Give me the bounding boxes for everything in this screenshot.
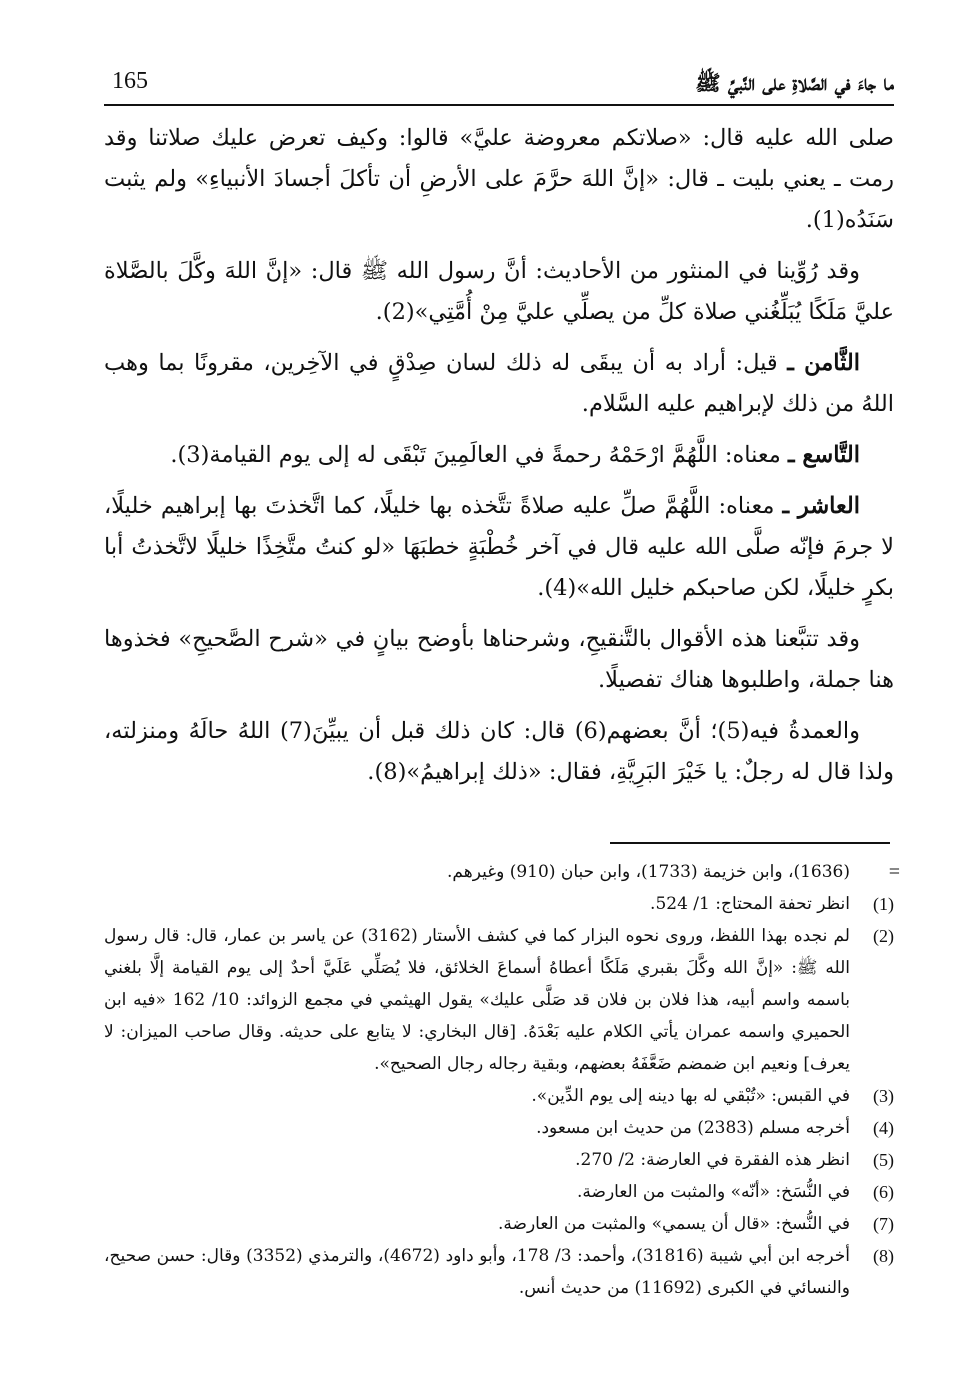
footnote-3 bbox=[104, 1080, 894, 1112]
footnote-6 bbox=[104, 1176, 894, 1208]
paragraph-lead: العاشر ـ bbox=[782, 493, 860, 519]
footnote-5 bbox=[104, 1144, 894, 1176]
footnote-number: (6) bbox=[873, 1182, 894, 1202]
paragraph-lead: التَّاسع ـ bbox=[787, 442, 860, 468]
footnote-number: (5) bbox=[873, 1150, 894, 1170]
paragraph-2: وقد رُوِّينا في المنثور من الأحاديث: أنَّ رسول الله ﷺ قال: «إنَّ اللهَ وكَّلَ بالصَّلاة عليَّ مَلَكًا يُبَلِّغُني صلاة كلِّ من يصلِّي عليَّ مِنْ أُمَّتِي»(2). bbox=[104, 258, 894, 325]
footnote-number: (7) bbox=[873, 1214, 894, 1234]
paragraph-1: صلى الله عليه قال: «صلاتكم معروضة عليَّ» قالوا: وكيف تعرض عليك صلاتنا وقد رمت ـ يعني بليت ـ قال: «إنَّ اللهَ حرَّمَ على الأرضِ أن تأكلَ أجسادَ الأنبياءِ» ولم يثبت سَنَدُه(1). bbox=[104, 125, 894, 233]
page-number: 165 bbox=[112, 68, 148, 94]
footnote-7 bbox=[104, 1208, 894, 1240]
footnote-text: أخرجه ابن أبي شيبة (31816)، وأحمد: 3/ 178، وأبو داود (4672)، والترمذي (3352) وقال: حسن صحيح، والنسائي في الكبرى (11692) من حديث أنس. bbox=[104, 1246, 850, 1298]
header-rule bbox=[104, 104, 894, 106]
footnote-text: انظر هذه الفقرة في العارضة: 2/ 270. bbox=[575, 1150, 850, 1170]
footnote-number: (8) bbox=[873, 1246, 894, 1266]
paragraph-lead: الثَّامن ـ bbox=[787, 350, 860, 376]
running-header bbox=[104, 64, 894, 104]
footnote-2 bbox=[104, 920, 894, 1080]
continuation-mark: = bbox=[888, 861, 900, 883]
footnote-4 bbox=[104, 1112, 894, 1144]
footnote-text: لم نجده بهذا اللفظ، وروى نحوه البزار كما في كشف الأستار (3162) عن ياسر بن عمار، قال: قال رسول الله ﷺ: «إنَّ الله وكَّلَ بقبري مَلَكًا أعطاهُ أسماعَ الخلائق، فلا يُصَلِّي عَلَيَّ أحدٌ إلى يوم القيامة إلَّا بلغني باسمه واسم أبيه، هذا فلان بن فلان قد صَلَّى عليك» يقول الهيثمي في مجمع الزوائد: 10/ 162 «فيه ابن الحميري واسمه عمران يأتي الكلام عليه بَعْدَهُ. [قال البخاري: لا يتابع على حديثه. وقال صاحب الميزان: لا يعرف] ونعيم ابن ضمضم ضَعَّفَهُ بعضهم، وبقية رجاله رجال الصحيح». bbox=[104, 926, 850, 1074]
footnote-number: (1) bbox=[873, 894, 894, 914]
footnote-number: (4) bbox=[873, 1118, 894, 1138]
footnote-text: في القبس: «تُبْقي له بها دينه إلى يوم الدِّين». bbox=[531, 1086, 850, 1106]
paragraph-7: والعمدةُ فيه(5)؛ أنَّ بعضهم(6) قال: كان ذلك قبل أن يبيِّنَ(7) اللهُ حالَهُ ومنزلته، ولذا قال له رجلٌ: يا خَيْرَ البَرِيَّةِ، فقال: «ذلك إبراهيمُ»(8). bbox=[104, 718, 894, 785]
footnote-text: انظر تحفة المحتاج: 1/ 524. bbox=[650, 894, 850, 914]
paragraph-6: وقد تتبَّعنا هذه الأقوال بالتَّنقيحِ، وشرحناها بأوضح بيانٍ في «شرح الصَّحيحِ» فخذوها هنا جملة، واطلبوها هناك تفصيلًا. bbox=[104, 626, 894, 693]
footnote-continuation-text: (1636)، وابن خزيمة (1733)، وابن حبان (910) وغيرهم. bbox=[447, 862, 850, 882]
footnote-8 bbox=[104, 1240, 894, 1304]
footnote-text: في النُّسخ: «قال أن يسمي» والمثبت من العارضة. bbox=[498, 1214, 850, 1234]
main-text bbox=[104, 118, 894, 803]
footnote-continuation bbox=[104, 856, 900, 888]
paragraph-3: الثَّامن ـ قيل: أراد به أن يبقَى له ذلك لسان صِدْقٍ في الآخِرين، مقرونًا بما وهب اللهُ من ذلك لإبراهيم عليه السَّلام. bbox=[104, 350, 894, 417]
footnotes bbox=[104, 856, 900, 1304]
header-title: ما جاءَ في الصَّلاةِ على النَّبيِّ ﷺ bbox=[695, 70, 894, 95]
footnote-number: (2) bbox=[873, 926, 894, 946]
footnote-text: أخرجه مسلم (2383) من حديث ابن مسعود. bbox=[536, 1118, 850, 1138]
footnote-text: في النُّسَخ: «أنّه» والمثبت من العارضة. bbox=[577, 1182, 850, 1202]
footnote-1 bbox=[104, 888, 894, 920]
footnote-rule bbox=[610, 842, 890, 844]
paragraph-5: العاشر ـ معناه: اللَّهُمَّ صلِّ عليه صلاةً تتَّخذه بها خليلًا، كما اتَّخذتَ بها إبراهيم خليلًا، لا جرمَ فإنّه صلَّى الله عليه قال في آخر خُطْبَةٍ خطبَهَا «لو كنتُ متَّخِذًا خليلًا لاتَّخذتُ أبا بكرٍ خليلًا، لكن صاحبكم خليل الله»(4). bbox=[104, 493, 894, 601]
paragraph-4: التَّاسع ـ معناه: اللَّهُمَّ ارْحَمْهُ رحمةً في العالَمِينَ تَبْقَى له إلى يوم القيامة(3). bbox=[170, 442, 860, 468]
footnote-number: (3) bbox=[873, 1086, 894, 1106]
